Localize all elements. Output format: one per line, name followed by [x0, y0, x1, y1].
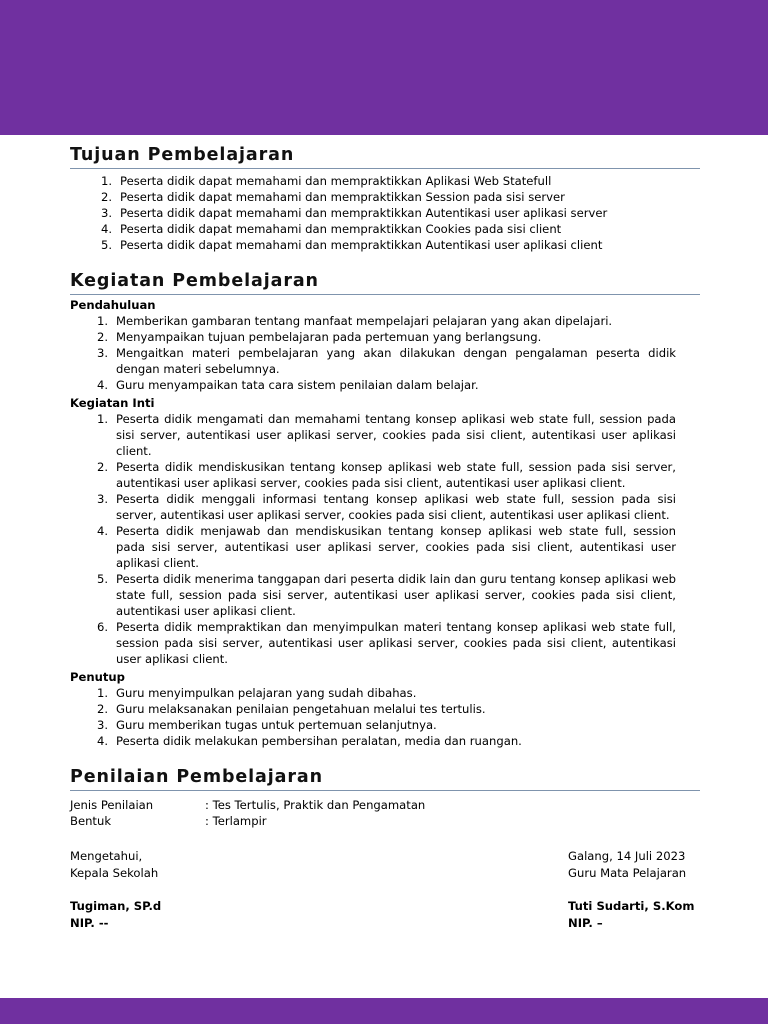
sign-right-nip: NIP. – [568, 916, 603, 930]
sign-right-name: Tuti Sudarti, S.Kom [568, 899, 695, 913]
list-item: 1. Peserta didik dapat memahami dan mempraktikkan Aplikasi Web Statefull [100, 174, 552, 188]
list-item: 6. Peserta didik mempraktikan dan menyimpulkan materi tentang konsep aplikasi web state full, session pada sisi server, autentikasi user aplikasi server, cookies pada sisi client, autentikasi user aplikasi client. [96, 620, 676, 666]
bentuk-value: : Terlampir [205, 814, 267, 828]
section-tujuan [70, 145, 700, 253]
sign-left-line2: Kepala Sekolah [70, 866, 159, 880]
kegiatan-heading: Kegiatan Pembelajaran [70, 271, 700, 295]
list-item: 4. Guru menyampaikan tata cara sistem penilaian dalam belajar. [96, 378, 479, 392]
list-item: 5. Peserta didik menerima tanggapan dari peserta didik lain dan guru tentang konsep aplikasi web state full, session pada sisi server, autentikasi user aplikasi server, cookies pada sisi client, autentikasi user aplikasi client. [96, 572, 676, 618]
bentuk-label: Bentuk [70, 814, 112, 828]
jenis-label: Jenis Penilaian [70, 798, 154, 812]
footer-band [0, 998, 768, 1024]
penutup-title: Penutup [70, 670, 125, 684]
list-item: 3. Peserta didik dapat memahami dan mempraktikkan Autentikasi user aplikasi server [100, 206, 608, 220]
list-item: 4. Peserta didik melakukan pembersihan peralatan, media dan ruangan. [96, 734, 522, 748]
section-kegiatan [70, 271, 700, 749]
list-item: 2. Guru melaksanakan penilaian pengetahuan melalui tes tertulis. [96, 702, 486, 716]
sign-right-line1: Galang, 14 Juli 2023 [568, 849, 686, 863]
list-item: 5. Peserta didik dapat memahami dan mempraktikkan Autentikasi user aplikasi client [100, 238, 603, 252]
list-item: 2. Peserta didik dapat memahami dan mempraktikkan Session pada sisi server [100, 190, 565, 204]
jenis-row [70, 797, 700, 813]
tujuan-heading: Tujuan Pembelajaran [70, 145, 700, 169]
signature-right [568, 848, 694, 932]
list-item: 4. Peserta didik dapat memahami dan mempraktikkan Cookies pada sisi client [100, 222, 562, 236]
inti-title: Kegiatan Inti [70, 396, 155, 410]
list-item: 2. Peserta didik mendiskusikan tentang konsep aplikasi web state full, session pada sisi server, autentikasi user aplikasi server, cookies pada sisi client, autentikasi user aplikasi client. [96, 460, 676, 490]
signature-left [70, 848, 161, 932]
header-band [0, 0, 768, 135]
document-body [70, 145, 700, 938]
signature-block [70, 848, 700, 938]
sign-left-line1: Mengetahui, [70, 849, 143, 863]
list-item: 3. Peserta didik menggali informasi tentang konsep aplikasi web state full, session pada sisi server, autentikasi user aplikasi server, cookies pada sisi client, autentikasi user aplikasi client. [96, 492, 676, 522]
pendahuluan-list [70, 313, 700, 393]
penutup-list [70, 685, 700, 749]
list-item: 4. Peserta didik menjawab dan mendiskusikan tentang konsep aplikasi web state full, session pada sisi server, autentikasi user aplikasi server, cookies pada sisi client, autentikasi user aplikasi client. [96, 524, 676, 570]
list-item: 1. Peserta didik mengamati dan memahami tentang konsep aplikasi web state full, session pada sisi server, autentikasi user aplikasi server, cookies pada sisi client, autentikasi user aplikasi client. [96, 412, 676, 458]
sign-left-nip: NIP. -- [70, 916, 109, 930]
jenis-value: : Tes Tertulis, Praktik dan Pengamatan [205, 798, 426, 812]
sign-right-line2: Guru Mata Pelajaran [568, 866, 687, 880]
sign-left-name: Tugiman, SP.d [70, 899, 162, 913]
list-item: 2. Menyampaikan tujuan pembelajaran pada pertemuan yang berlangsung. [96, 330, 542, 344]
list-item: 3. Mengaitkan materi pembelajaran yang akan dilakukan dengan pengalaman peserta didik dengan materi sebelumnya. [96, 346, 676, 376]
list-item: 1. Guru menyimpulkan pelajaran yang sudah dibahas. [96, 686, 417, 700]
pendahuluan-title: Pendahuluan [70, 298, 156, 312]
list-item: 1. Memberikan gambaran tentang manfaat mempelajari pelajaran yang akan dipelajari. [96, 314, 613, 328]
section-penilaian [70, 767, 700, 938]
penilaian-heading: Penilaian Pembelajaran [70, 767, 700, 791]
inti-list [70, 411, 700, 667]
list-item: 3. Guru memberikan tugas untuk pertemuan selanjutnya. [96, 718, 437, 732]
penilaian-info [70, 797, 700, 829]
bentuk-row [70, 813, 700, 829]
tujuan-list [70, 173, 700, 253]
